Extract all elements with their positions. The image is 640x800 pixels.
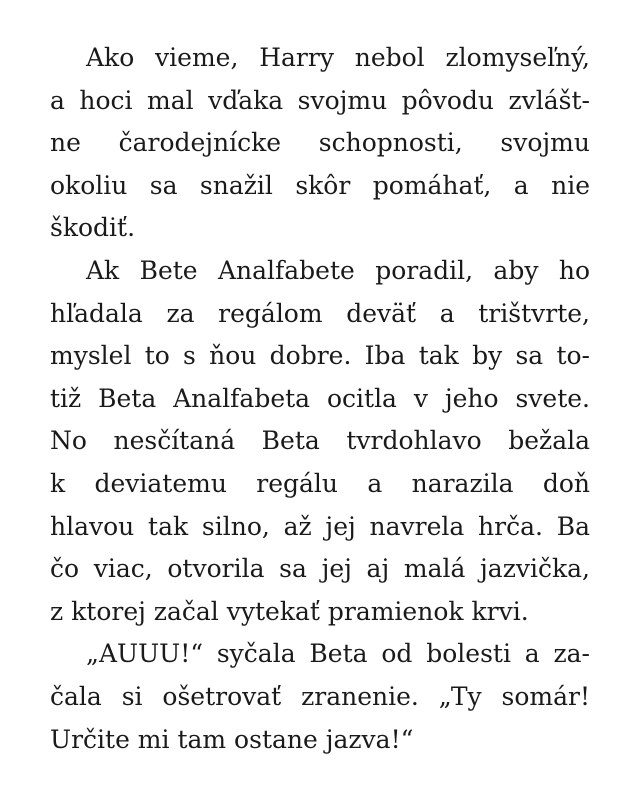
text-line: čala si ošetrovať zranenie. „Ty somár! (50, 681, 590, 711)
text-line: a hoci mal vďaka svojmu pôvodu zvlášt- (50, 85, 590, 115)
paragraph-1 (50, 37, 590, 250)
text-line: tiž Beta Analfabeta ocitla v jeho svete. (50, 383, 590, 413)
book-page (50, 37, 590, 761)
text-line: okoliu sa snažil skôr pomáhať, a nie (50, 170, 590, 200)
text-line: čo viac, otvorila sa jej aj malá jazvička, (50, 554, 590, 584)
text-line: Určite mi tam ostane jazva!“ (50, 724, 414, 754)
text-line: z ktorej začal vytekať pramienok krvi. (50, 596, 529, 626)
text-line: Ak Bete Analfabete poradil, aby ho (86, 255, 590, 285)
text-line: hľadala za regálom deväť a trištvrte, (50, 298, 590, 328)
text-line: k deviatemu regálu a narazila doň (50, 468, 590, 498)
text-line: „AUUU!“ syčala Beta od bolesti a za- (86, 639, 590, 669)
text-line: ne čarodejnícke schopnosti, svojmu (50, 128, 590, 158)
text-line: škodiť. (50, 213, 136, 243)
paragraph-3 (50, 633, 590, 761)
text-line: myslel to s ňou dobre. Iba tak by sa to- (50, 341, 590, 371)
paragraph-2 (50, 250, 590, 633)
text-line: Ako vieme, Harry nebol zlomyseľný, (86, 43, 590, 72)
text-line: No nesčítaná Beta tvrdohlavo bežala (50, 426, 590, 456)
text-line: hlavou tak silno, až jej navrela hrča. Ba (50, 511, 590, 541)
